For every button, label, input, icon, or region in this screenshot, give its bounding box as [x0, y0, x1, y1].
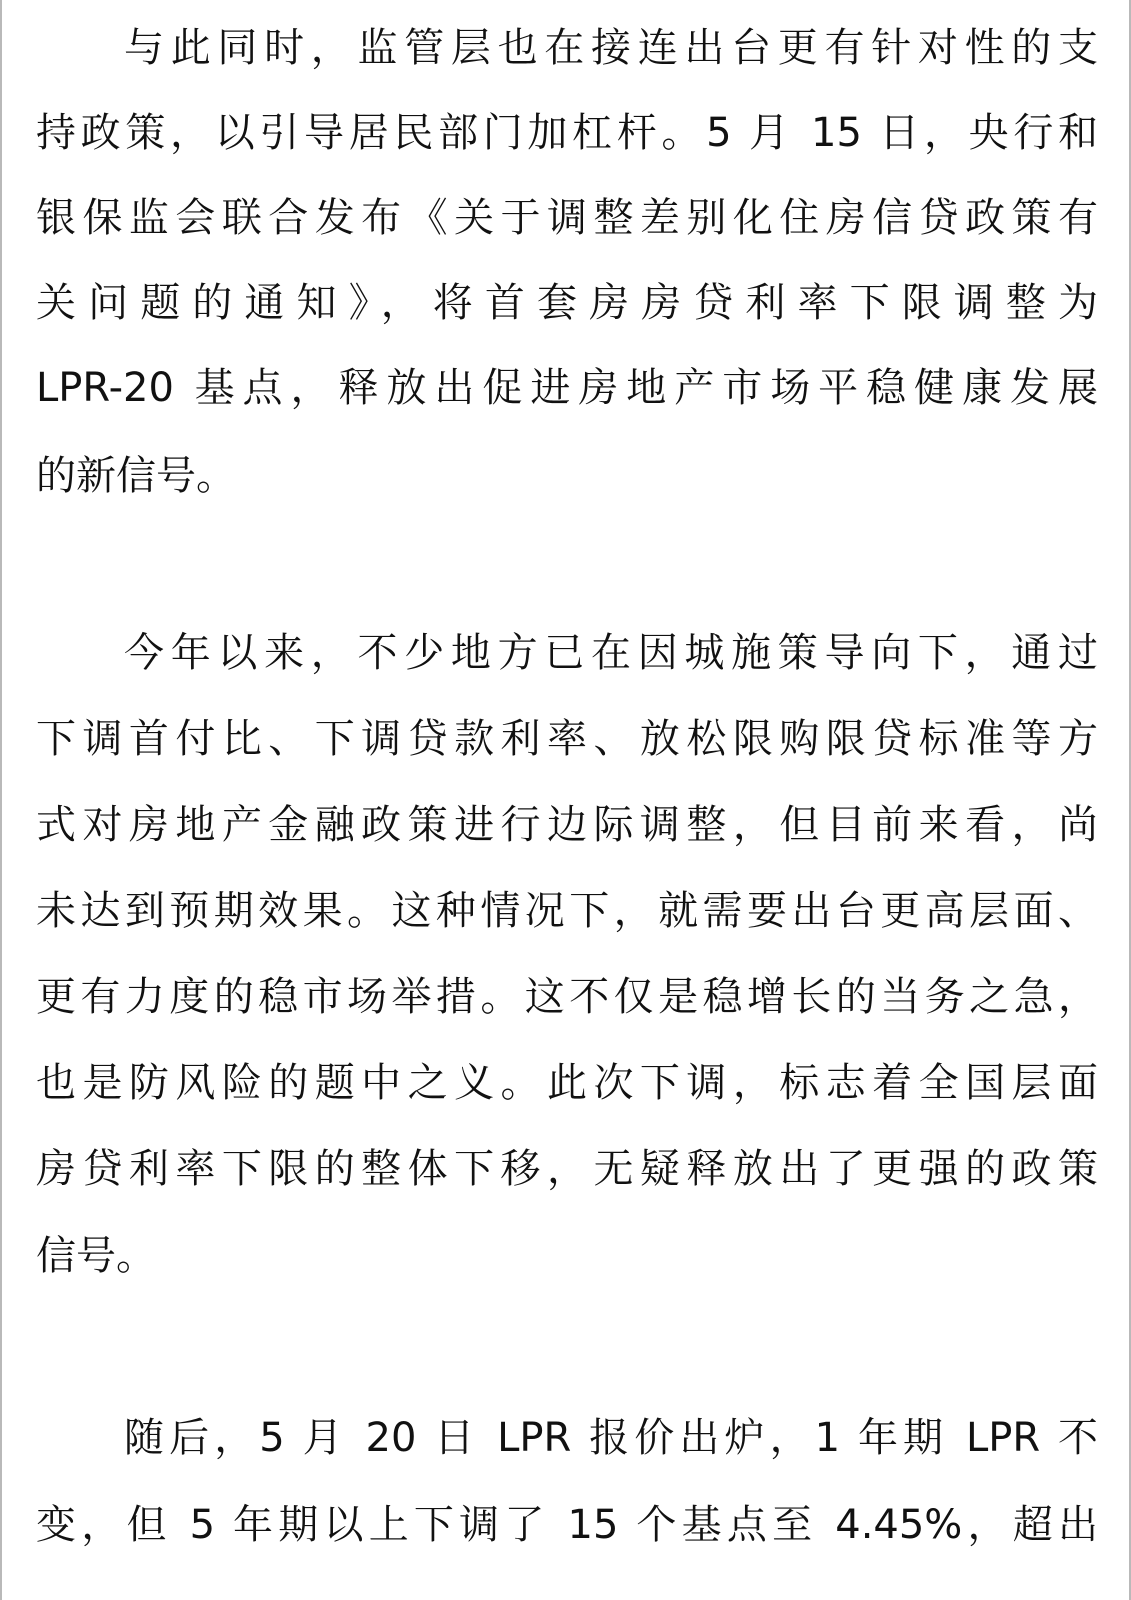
text-line: 变，但 5 年期以上下调了 15 个基点至 4.45%，超出 [36, 1502, 1098, 1548]
text-line: 房贷利率下限的整体下移，无疑释放出了更强的政策 [36, 1146, 1098, 1192]
text-line: 随后，5 月 20 日 LPR 报价出炉，1 年期 LPR 不 [124, 1415, 1098, 1461]
text-line: 与此同时，监管层也在接连出台更有针对性的支 [124, 25, 1098, 71]
text-line: 信号。 [36, 1233, 156, 1279]
text-line: 更有力度的稳市场举措。这不仅是稳增长的当务之急， [36, 974, 1098, 1020]
text-line: 银保监会联合发布《关于调整差别化住房信贷政策有 [36, 195, 1098, 241]
text-line: 的新信号。 [36, 453, 236, 499]
text-line: 持政策，以引导居民部门加杠杆。5 月 15 日，央行和 [36, 110, 1098, 156]
text-line: LPR-20 基点，释放出促进房地产市场平稳健康发展 [36, 365, 1098, 411]
text-line: 今年以来，不少地方已在因城施策导向下，通过 [124, 630, 1098, 676]
text-line: 下调首付比、下调贷款利率、放松限购限贷标准等方 [36, 716, 1098, 762]
text-line: 关问题的通知》，将首套房房贷利率下限调整为 [36, 280, 1098, 326]
text-line: 也是防风险的题中之义。此次下调，标志着全国层面 [36, 1060, 1098, 1106]
text-line: 式对房地产金融政策进行边际调整，但目前来看，尚 [36, 802, 1098, 848]
text-line: 未达到预期效果。这种情况下，就需要出台更高层面、 [36, 888, 1098, 934]
